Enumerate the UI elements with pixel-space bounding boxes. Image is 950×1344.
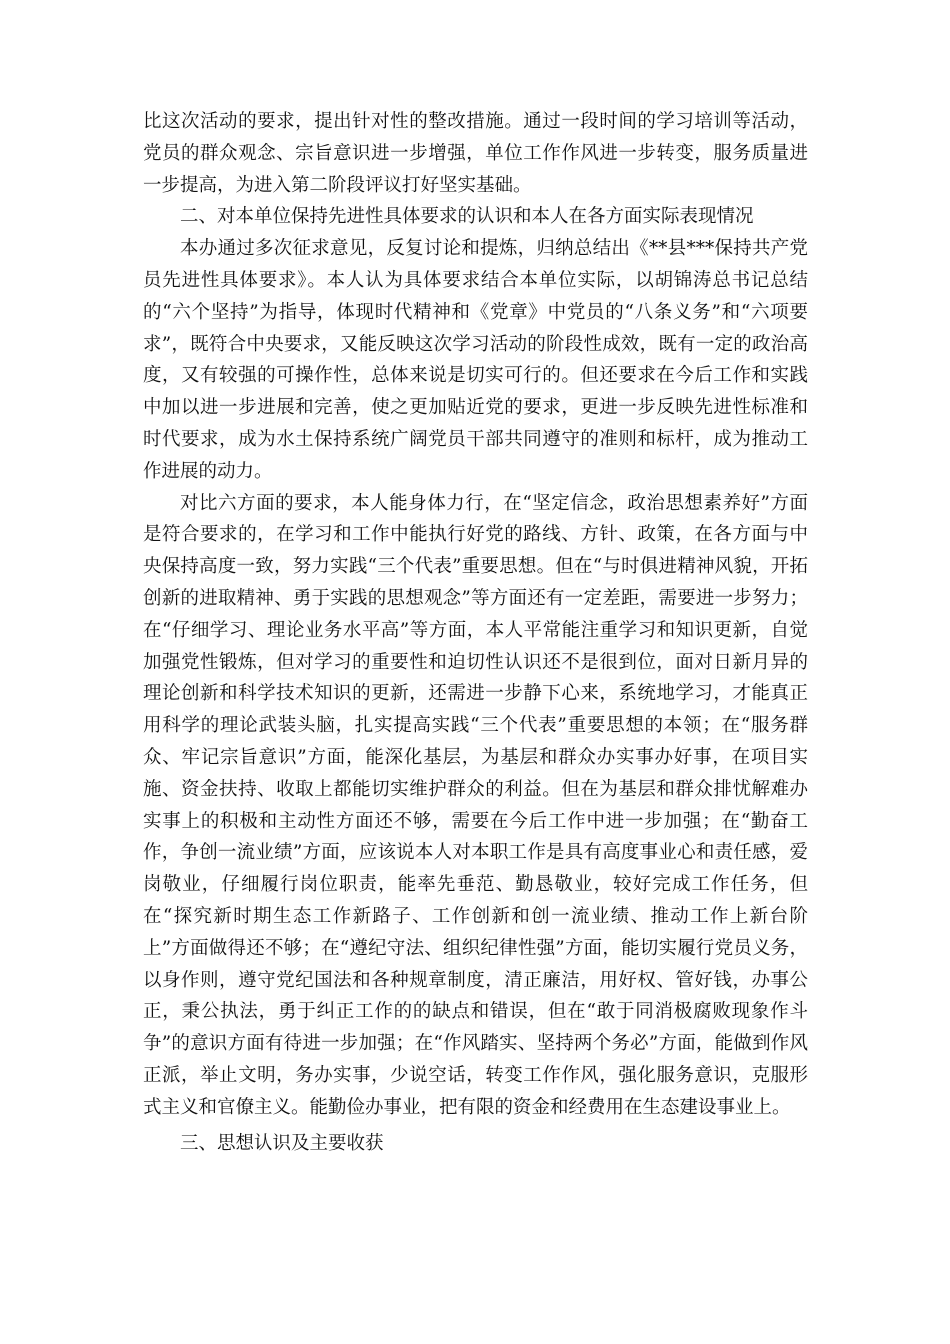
paragraph-requirements-understanding: 本办通过多次征求意见，反复讨论和提炼，归纳总结出《**县***保持共产党员先进性具体要求》。本人认为具体要求结合本单位实际，以胡锦涛总书记总结的“六个坚持”为指导，体现时代精神和《党章》中党员的“八条义务”和“六项要求”，既符合中央要求，又能反映这次学习活动的阶段性成效，既有一定的政治高度，又有较强的可操作性，总体来说是切实可行的。但还要求在今后工作和实践中加以进一步进展和完善，使之更加贴近党的要求，更进一步反映先进性标准和时代要求，成为水土保持系统广阔党员干部共同遵守的准则和标杆，成为推动工作进展的动力。 [143,238,808,482]
document-page [143,106,808,1159]
section-heading-3: 三、思想认识及主要收获 [180,1132,384,1154]
paragraph-performance-comparison: 对比六方面的要求，本人能身体力行，在“坚定信念，政治思想素养好”方面是符合要求的，在学习和工作中能执行好党的路线、方针、政策，在各方面与中央保持高度一致，努力实践“三个代表”重要思想。但在“与时俱进精神风貌，开拓创新的进取精神、勇于实践的思想观念”等方面还有一定差距，需要进一步努力；在“仔细学习、理论业务水平高”等方面，本人平常能注重学习和知识更新，自觉加强党性锻炼，但对学习的重要性和迫切性认识还不是很到位，面对日新月异的理论创新和科学技术知识的更新，还需进一步静下心来，系统地学习，才能真正用科学的理论武装头脑，扎实提高实践“三个代表”重要思想的本领；在“服务群众、牢记宗旨意识”方面，能深化基层，为基层和群众办实事办好事，在项目实施、资金扶持、收取上都能切实维护群众的利益。但在为基层和群众排忧解难办实事上的积极和主动性方面还不够，需要在今后工作中进一步加强；在“勤奋工作，争创一流业绩”方面，应该说本人对本职工作是具有高度事业心和责任感，爱岗敬业，仔细履行岗位职责，能率先垂范、勤恳敬业，较好完成工作任务，但在“探究新时期生态工作新路子、工作创新和创一流业绩、推动工作上新台阶上”方面做得还不够；在“遵纪守法、组织纪律性强”方面，能切实履行党员义务，以身作则，遵守党纪国法和各种规章制度，清正廉洁，用好权、管好钱，办事公正，秉公执法，勇于纠正工作的的缺点和错误，但在“敢于同消极腐败现象作斗争”的意识方面有待进一步加强；在“作风踏实、坚持两个务必”方面，能做到作风正派，举止文明，务办实事，少说空话，转变工作作风，强化服务意识，克服形式主义和官僚主义。能勤俭办事业，把有限的资金和经费用在生态建设事业上。 [143,492,808,1118]
section-heading-2: 二、对本单位保持先进性具体要求的认识和本人在各方面实际表现情况 [180,206,754,228]
intro-paragraph-continuation: 比这次活动的要求，提出针对性的整改措施。通过一段时间的学习培训等活动，党员的群众观念、宗旨意识进一步增强，单位工作作风进一步转变，服务质量进一步提高，为进入第二阶段评议打好坚实基础。 [143,111,808,196]
